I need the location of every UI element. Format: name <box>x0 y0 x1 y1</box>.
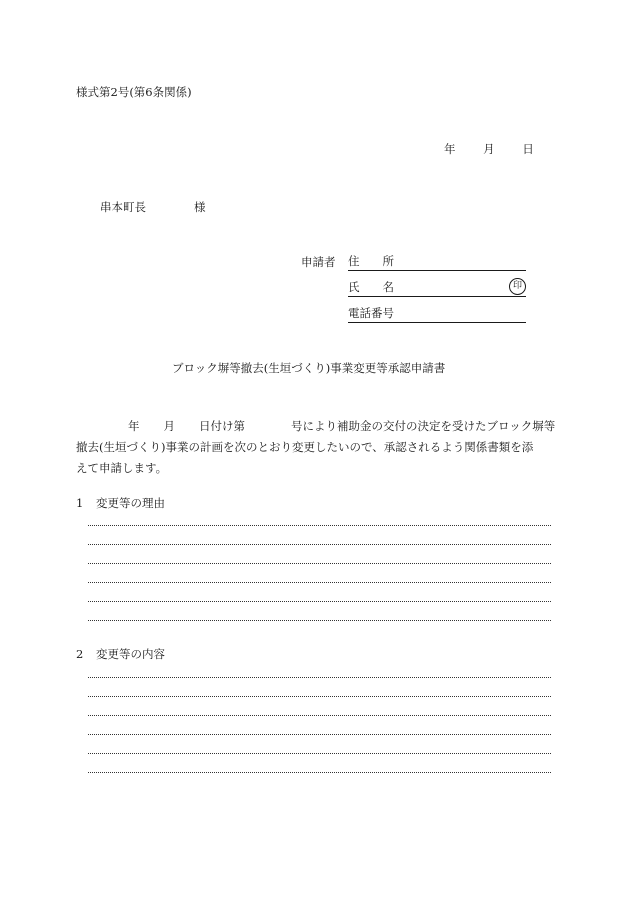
seal-mark: 印 <box>509 278 526 295</box>
reason-line-4[interactable] <box>88 582 551 583</box>
date-day-label: 日 <box>522 142 534 156</box>
body-line-1 <box>76 416 556 437</box>
reason-line-5[interactable] <box>88 601 551 602</box>
content-line-2[interactable] <box>88 696 551 697</box>
name-label: 氏 名 <box>348 280 394 294</box>
reason-line-3[interactable] <box>88 563 551 564</box>
section-heading-content <box>76 646 165 662</box>
date-month-label: 月 <box>483 142 495 156</box>
body-paragraph <box>76 416 556 479</box>
recipient <box>100 199 206 215</box>
phone-field[interactable] <box>348 305 526 323</box>
section-heading-reason <box>76 495 165 511</box>
reason-line-6[interactable] <box>88 620 551 621</box>
content-line-3[interactable] <box>88 715 551 716</box>
recipient-honorific: 様 <box>194 200 206 214</box>
section-title: 変更等の理由 <box>96 496 165 510</box>
body-rest: 号により補助金の交付の決定を受けたブロック塀等 <box>291 419 556 433</box>
form-number: 様式第2号(第6条関係) <box>76 85 192 99</box>
section-number: 2 <box>76 647 84 661</box>
content-line-6[interactable] <box>88 772 551 773</box>
date-line <box>444 141 534 157</box>
body-line-2: 撤去(生垣づくり)事業の計画を次のとおり変更したいので、承認されるよう関係書類を添 <box>76 440 534 454</box>
name-field[interactable] <box>348 279 526 297</box>
applicant-label: 申請者 <box>301 255 336 269</box>
body-year: 年 <box>128 419 140 433</box>
reason-line-2[interactable] <box>88 544 551 545</box>
content-line-5[interactable] <box>88 753 551 754</box>
body-line-3: えて申請します。 <box>76 461 168 475</box>
phone-label: 電話番号 <box>348 306 394 320</box>
address-field[interactable] <box>348 253 526 271</box>
content-line-4[interactable] <box>88 734 551 735</box>
content-line-1[interactable] <box>88 677 551 678</box>
section-number: 1 <box>76 496 84 510</box>
reason-line-1[interactable] <box>88 525 551 526</box>
section-title: 変更等の内容 <box>96 647 165 661</box>
date-year-label: 年 <box>444 142 456 156</box>
body-month: 月 <box>163 419 175 433</box>
address-label: 住 所 <box>348 254 394 268</box>
recipient-name: 串本町長 <box>100 200 146 214</box>
document-title: ブロック塀等撤去(生垣づくり)事業変更等承認申請書 <box>172 361 446 375</box>
body-dated: 日付け第 <box>199 419 245 433</box>
